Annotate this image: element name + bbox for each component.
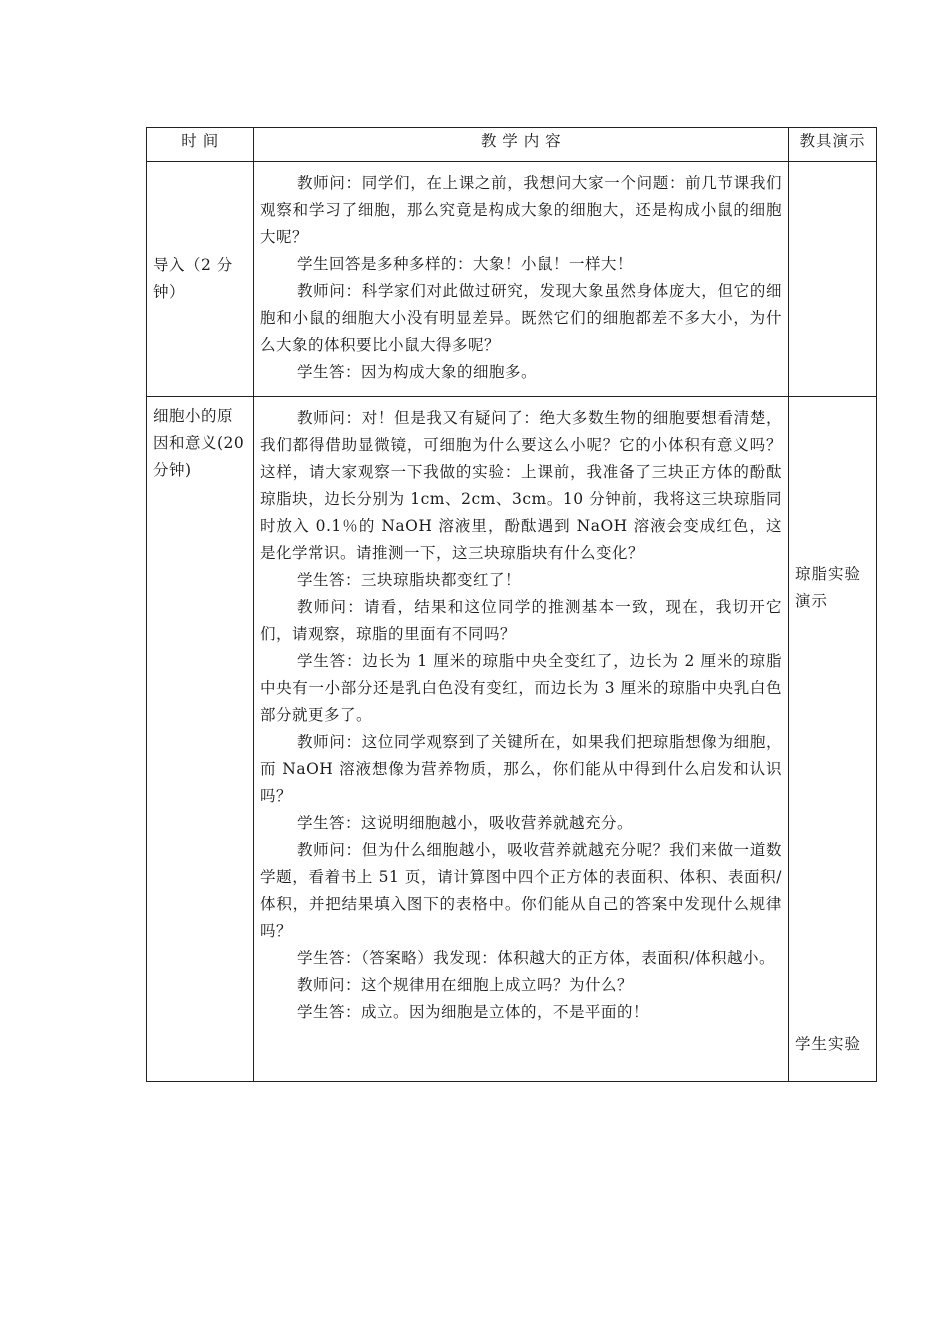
content-paragraph: 学生答：成立。因为细胞是立体的，不是平面的！ bbox=[297, 1003, 650, 1021]
content-paragraph: 教师问：这个规律用在细胞上成立吗？为什么？ bbox=[297, 976, 634, 994]
content-paragraph: 学生答：因为构成大象的细胞多。 bbox=[297, 363, 538, 381]
tools-cell bbox=[789, 162, 877, 397]
content-paragraph: 教师问：请看，结果和这位同学的推测基本一致，现在，我切开它们，请观察，琼脂的里面有不同吗？ bbox=[260, 598, 782, 643]
content-paragraph: 教师问：科学家们对此做过研究，发现大象虽然身体庞大，但它的细胞和小鼠的细胞大小没有明显差异。既然它们的细胞都差不多大小，为什么大象的体积要比小鼠大得多呢？ bbox=[260, 282, 782, 354]
content-paragraph: 教师问：同学们，在上课之前，我想问大家一个问题：前几节课我们观察和学习了细胞，那么究竟是构成大象的细胞大，还是构成小鼠的细胞大呢？ bbox=[260, 174, 782, 246]
tool-note-student-experiment: 学生实验 bbox=[795, 1035, 862, 1053]
content-paragraph: 教师问：对！但是我又有疑问了：绝大多数生物的细胞要想看清楚，我们都得借助显微镜，可细胞为什么要这么小呢？它的小体积有意义吗？这样，请大家观察一下我做的实验：上课前，我准备了三块正方体的酚酞琼脂块，边长分别为 1cm、2cm、3cm。10 分钟前，我将这三块琼脂同时放入 0.1％的 NaOH 溶液里，酚酞遇到 NaOH 溶液会变成红色，这是化学常识。请推测一下，这三块琼脂块有什么变化？ bbox=[260, 409, 782, 562]
table-header-row bbox=[147, 128, 877, 162]
content-paragraph: 教师问：但为什么细胞越小，吸收营养就越充分呢？我们来做一道数学题，看着书上 51 页，请计算图中四个正方体的表面积、体积、表面积/体积，并把结果填入图下的表格中。你们能从自己的答案中发现什么规律吗？ bbox=[260, 841, 782, 940]
content-paragraph: 学生答：三块琼脂块都变红了！ bbox=[297, 571, 522, 589]
time-cell: 导入（2 分钟） bbox=[147, 162, 254, 397]
table-row bbox=[147, 162, 877, 397]
tool-note-agar-demo: 琼脂实验演示 bbox=[795, 565, 862, 610]
header-time: 时 间 bbox=[147, 128, 254, 162]
content-cell bbox=[254, 397, 789, 1082]
header-tools: 教具演示 bbox=[789, 128, 877, 162]
content-cell bbox=[254, 162, 789, 397]
content-paragraph: 教师问：这位同学观察到了关键所在，如果我们把琼脂想像为细胞，而 NaOH 溶液想像为营养物质，那么，你们能从中得到什么启发和认识吗？ bbox=[260, 733, 782, 805]
table-row bbox=[147, 397, 877, 1082]
lesson-plan-table bbox=[146, 127, 877, 1082]
tools-cell bbox=[789, 397, 877, 1082]
content-paragraph: 学生回答是多种多样的：大象！小鼠！一样大！ bbox=[297, 255, 634, 273]
lesson-plan-page bbox=[146, 127, 876, 1082]
content-paragraph: 学生答：边长为 1 厘米的琼脂中央全变红了，边长为 2 厘米的琼脂中央有一小部分还是乳白色没有变红，而边长为 3 厘米的琼脂中央乳白色部分就更多了。 bbox=[260, 652, 782, 724]
content-paragraph: 学生答：（答案略）我发现：体积越大的正方体，表面积/体积越小。 bbox=[297, 949, 775, 967]
time-cell: 细胞小的原因和意义(20 分钟) bbox=[147, 397, 254, 1082]
header-content: 教 学 内 容 bbox=[254, 128, 789, 162]
content-paragraph: 学生答：这说明细胞越小，吸收营养就越充分。 bbox=[297, 814, 634, 832]
